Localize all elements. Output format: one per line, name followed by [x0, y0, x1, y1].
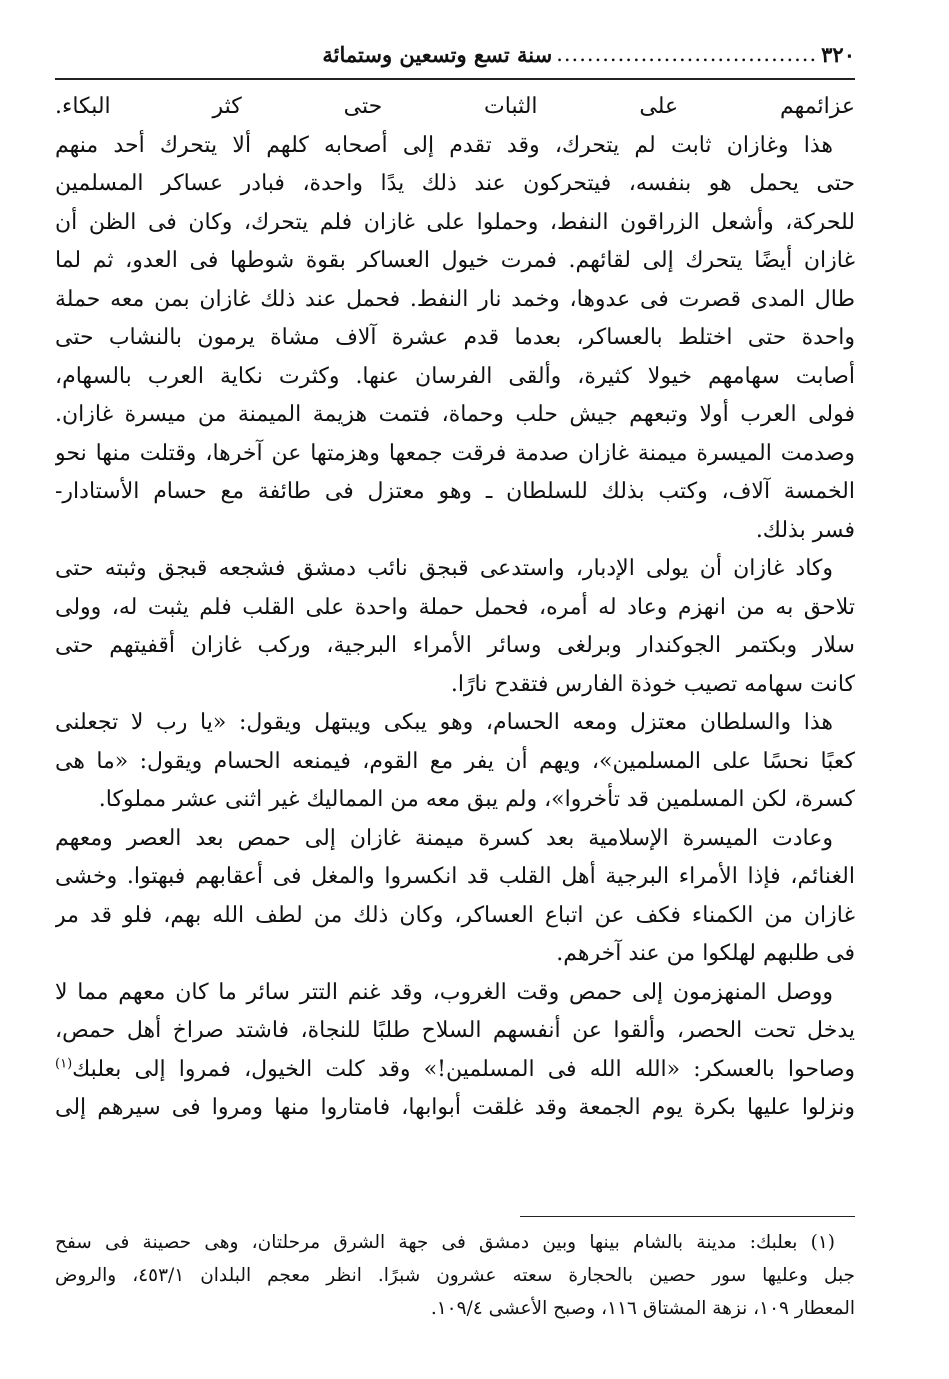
text-line: ونزلوا عليها بكرة يوم الجمعة وقد غلقت أبوابها، فامتاروا منها ومروا فى سيرهم إلى — [55, 1095, 855, 1120]
main-text — [55, 88, 855, 1128]
footnote-line: (١) بعلبك: مدينة بالشام بينها وبين دمشق فى جهة الشرق مرحلتان، وهى حصينة فى سفح — [55, 1232, 835, 1253]
text-line: غازان من الكمناء فكف عن اتباع العساكر، وكان ذلك من لطف الله بهم، فلو قد مر — [55, 902, 855, 928]
text-line: هذا وغازان ثابت لم يتحرك، وقد تقدم إلى أصحابه كلهم ألا يتحرك أحد منهم — [55, 132, 833, 158]
page-header — [55, 34, 855, 74]
text-line: تلاحق به من انهزم وعاد له أمره، فحمل حملة واحدة على القلب فلم يثبت له، وولى — [55, 594, 855, 620]
running-title: سنة تسع وتسعين وستمائة — [322, 41, 553, 67]
page-number: ٣٢٠ — [821, 41, 855, 67]
text-line: غازان أيضًا يتحرك إلى لقائهم. فمرت خيول العساكر بقوة شوطها فى العدو، ثم لما — [55, 248, 855, 273]
text-line-content: وصاحوا بالعسكر: «الله الله فى المسلمين!» وقد كلت الخيول، فمروا إلى بعلبك — [72, 1056, 855, 1082]
text-line: أصابت سهامهم خيولا كثيرة، وألقى الفرسان عنها. وكثرت نكاية العرب بالسهام، — [55, 363, 855, 389]
text-line: هذا والسلطان معتزل ومعه الحسام، وهو يبكى ويبتهل ويقول: «يا رب لا تجعلنى — [55, 710, 833, 735]
text-line: حتى يحمل هو بنفسه، فيتحركون عند ذلك يدًا واحدة، فبادر عساكر المسلمين — [55, 171, 855, 196]
text-line: كسرة، لكن المسلمين قد تأخروا»، ولم يبق معه من المماليك غير اثنى عشر مملوكا. — [98, 787, 855, 812]
header-leader-dots: .................................. — [556, 42, 818, 66]
text-line: كانت سهامه تصيب خوذة الفارس فتقدح نارًا. — [450, 671, 855, 697]
text-line: فسر بذلك. — [755, 517, 855, 543]
text-line: وصدمت الميسرة ميمنة غازان صدمة فرقت جمعها وهزمتها عن آخرها، وقتلت منها نحو — [55, 440, 855, 466]
text-line: الخمسة آلاف، وكتب بذلك للسلطان ـ وهو معتزل فى طائفة مع حسام الأستادار- — [55, 479, 855, 504]
text-line: كعبًا نحسًا على المسلمين»، ويهم أن يفر مع القوم، فيمنعه الحسام ويقول: «ما هى — [55, 748, 855, 774]
text-line: الغنائم، فإذا الأمراء البرجية أهل القلب قد انكسروا والمغل فى أعقابهم فبهتوا. وخشى — [55, 864, 855, 889]
text-line: عزائمهم على الثبات حتى كثر البكاء. — [55, 94, 855, 119]
footnotes — [55, 1226, 855, 1325]
text-line: وكاد غازان أن يولى الإدبار، واستدعى قبجق نائب دمشق فشجعه قبجق وثبته حتى — [55, 556, 833, 581]
text-line: ووصل المنهزمون إلى حمص وقت الغروب، وقد غنم التتر سائر ما كان معهم مما لا — [55, 979, 833, 1005]
text-line: للحركة، وأشعل الزراقون النفط، وحملوا على غازان فلم يتحرك، وكان فى الظن أن — [55, 209, 855, 235]
footnote-line: المعطار ١٠٩، نزهة المشتاق ١١٦، وصبح الأعشى ١٠٩/٤. — [430, 1298, 855, 1319]
footnote-line: جبل وعليها سور حصين بالحجارة سعته عشرون شبرًا. انظر معجم البلدان ٤٥٣/١، والروض — [55, 1265, 855, 1286]
footnote-rule — [520, 1216, 855, 1217]
header-rule — [55, 78, 855, 80]
text-line: واحدة حتى اختلط بالعساكر، بعدما قدم عشرة آلاف مشاة يرمون بالنشاب حتى — [55, 325, 855, 350]
text-line: طال المدى قصرت فى عدوها، وخمد نار النفط. فحمل عند ذلك غازان بمن معه حملة — [55, 286, 855, 312]
text-line: فولى العرب أولا وتبعهم جيش حلب وحماة، فتمت هزيمة الميمنة من ميسرة غازان. — [55, 402, 855, 427]
text-line-with-footnote-ref — [55, 1051, 855, 1090]
text-line: سلار وبكتمر الجوكندار وبرلغى وسائر الأمراء البرجية، وركب غازان أقفيتهم حتى — [55, 633, 855, 658]
text-line: وعادت الميسرة الإسلامية بعد كسرة ميمنة غازان إلى حمص بعد العصر ومعهم — [55, 825, 833, 851]
text-line: فى طلبهم لهلكوا من عند آخرهم. — [556, 941, 855, 966]
text-line: يدخل تحت الحصر، وألقوا عن أنفسهم السلاح طلبًا للنجاة، فاشتد صراخ أهل حمص، — [55, 1018, 855, 1043]
footnote-reference[interactable]: (١) — [55, 1056, 73, 1072]
